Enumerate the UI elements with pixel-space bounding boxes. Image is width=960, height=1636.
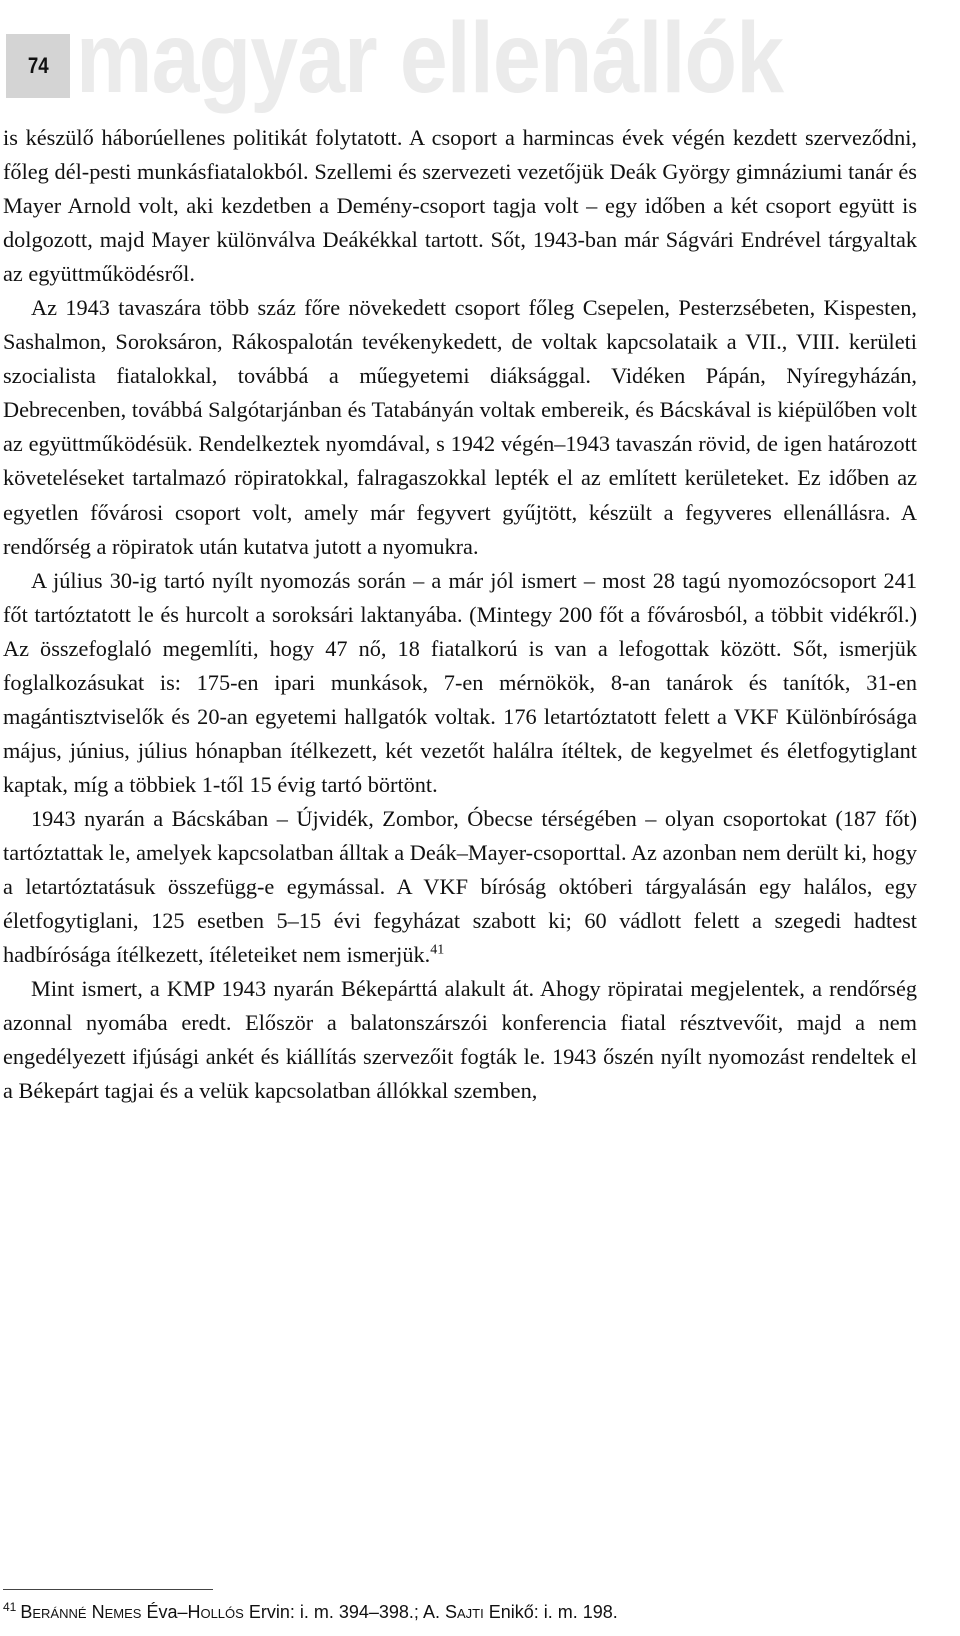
paragraph-3: A július 30-ig tartó nyílt nyomozás során – a már jól ismert – most 28 tagú nyomozócsoport 241 főt tartóztatott le és hurcolt a soroksári laktanyába. (Mintegy 200 főt a fővárosból, a többit vidékről.) Az összefoglaló megemlíti, hogy 47 nő, 18 fiatalkorú is van a lefogottak között. Sőt, ismerjük foglalkozásukat is: 175-en ipari munkások, 7-en mérnökök, 8-an tanárok és tanítók, 31-en magántisztviselők és 20-an egyetemi hallgatók voltak. 176 letartóztatott felett a VKF Különbírósága május, június, július hónapban ítélkezett, két vezetőt halálra ítéltek, de kegyelmet és életfogytiglant kaptak, míg a többiek 1-től 15 évig tartó börtönt. [3,567,917,797]
footnote-reference[interactable]: 41 [430,942,445,958]
footnote-author1-given: Éva– [146,1602,188,1622]
footnote-author3-given: Enikő: i. m. 198. [488,1602,618,1622]
footnote-author3-rest: ajti [456,1602,484,1622]
footnote-author1-surname-initial: N [91,1602,105,1622]
page-number-box [6,34,70,98]
footnote-author1-rest: eránné [32,1602,87,1622]
footnote-author2-rest: ollós [200,1602,244,1622]
footnote [3,1599,917,1625]
paragraph-1: is készülő háborúellenes politikát folytatott. A csoport a harmincas évek végén kezdett szerveződni, főleg dél-pesti munkásfiatalokból. Szellemi és szervezeti vezetőjük Deák György gimnáziumi tanár és Mayer Arnold volt, aki kezdetben a Demény-csoport tagja volt – egy időben a két csoport együtt is dolgozott, majd Mayer különválva Deákékkal tartott. Sőt, 1943-ban már Ságvári Endrével tárgyaltak az együttműködésről. [3,125,917,287]
paragraph-4 [3,802,917,972]
footnote-author1-surname-rest: emes [104,1602,142,1622]
page-number: 74 [27,53,49,78]
running-title: magyar ellenállók [76,2,784,114]
paragraph-4-text: 1943 nyarán a Bácskában – Újvidék, Zombor, Óbecse térségében – olyan csoportokat (187 főt) tartóztattak le, amelyek kapcsolatban álltak a Deák–Mayer-csoporttal. Az azonban nem derült ki, hogy a letartóztatásuk összefügg-e egymással. A VKF bíróság októberi tárgyalásán egy halálos, egy életfogytiglani, 125 esetben 5–15 évi fegyházat szabott ki; 60 vádlott felett a szegedi hadtest hadbírósága ítélkezett, ítéleteiket nem ismerjük. [3,805,917,968]
paragraph-5: Mint ismert, a KMP 1943 nyarán Békepárttá alakult át. Ahogy röpiratai megjelentek, a rendőrség azonnal nyomába eredt. Először a balatonszárszói konferencia fiatal résztvevőit, majd a nem engedélyezett ifjúsági ankét és kiállítás szervezőit fogták le. 1943 őszén nyílt nyomozást rendeltek el a Békepárt tagjai és a velük kapcsolatban állókkal szemben, [3,976,917,1104]
footnote-author3-initial: S [444,1602,457,1622]
footnote-number: 41 [3,1600,17,1614]
body-text [3,121,917,1108]
footnote-divider [3,1589,213,1590]
footnote-author2-initial: H [187,1602,201,1622]
footnote-author1-initial: B [20,1602,33,1622]
paragraph-2: Az 1943 tavaszára több száz főre növekedett csoport főleg Csepelen, Pesterzsébeten, Kispesten, Sashalmon, Soroksáron, Rákospalotán tevékenykedett, de voltak kapcsolataik a VII., VIII. kerületi szocialista fiatalokkal, továbbá a műegyetemi diáksággal. Vidéken Pápán, Nyíregyházán, Debrecenben, továbbá Salgótarjánban és Tatabányán voltak embereik, és Bácskával is kiépülőben volt az együttműködésük. Rendelkeztek nyomdával, s 1942 végén–1943 tavaszán rövid, de igen határozott követeléseket tartalmazó röpiratokkal, falragaszokkal lepték el az említett kerületeket. Ez időben az egyetlen fővárosi csoport volt, amely már fegyvert gyűjtött, készült a fegyveres ellenállásra. A rendőrség a röpiratok után kutatva jutott a nyomukra. [3,295,917,559]
footnote-author2-given: Ervin: i. m. 394–398.; A. [248,1602,440,1622]
